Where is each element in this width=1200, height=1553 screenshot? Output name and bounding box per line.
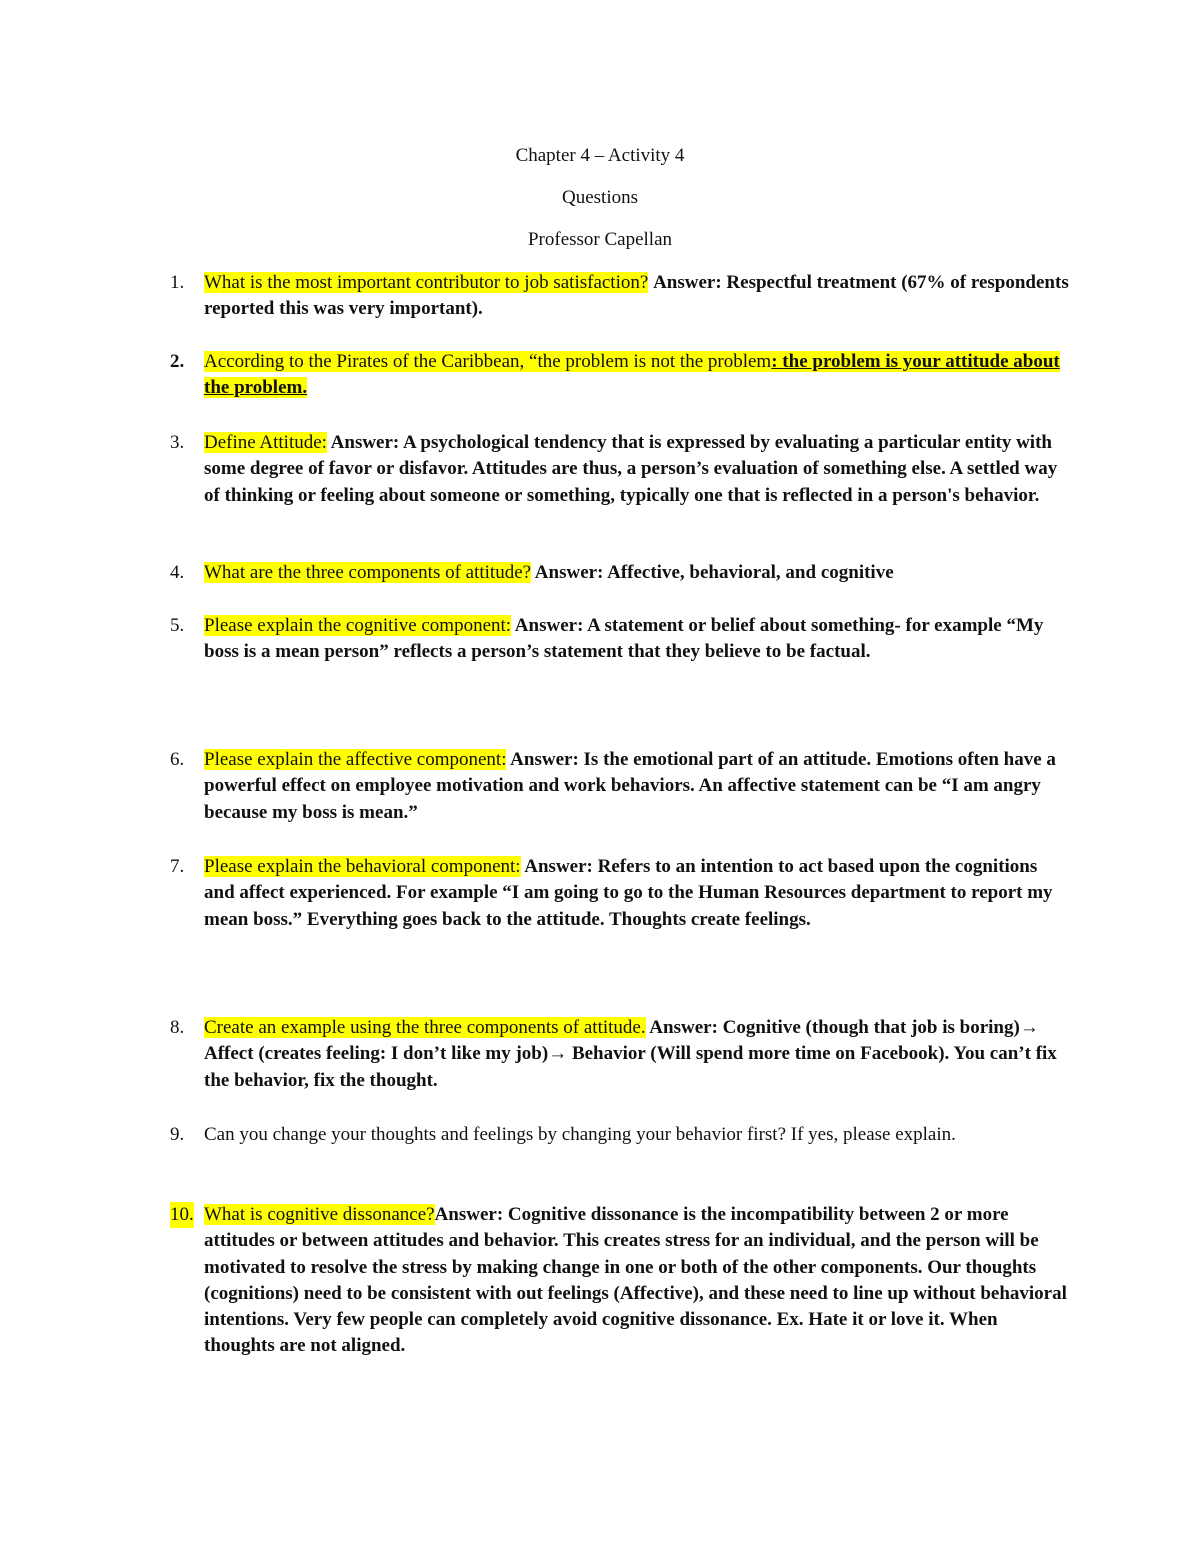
item-number: 3.: [170, 432, 185, 453]
question-text: Please explain the cognitive component:: [204, 615, 512, 636]
item-number: 9.: [170, 1124, 185, 1145]
question-text: What is the most important contributor to job satisfaction?: [204, 272, 649, 293]
item-number: 10.: [170, 1202, 194, 1228]
question-text: Define Attitude:: [204, 432, 327, 453]
question-text: Create an example using the three components of attitude.: [204, 1017, 646, 1038]
arrow-right-icon: →: [548, 1043, 568, 1065]
question-item-10: [170, 1202, 1070, 1360]
item-number: 1.: [170, 272, 185, 293]
document-title: Chapter 4 – Activity 4: [515, 145, 685, 166]
question-item-4: [170, 560, 1070, 586]
answer-text: Answer: Refers to an intention to act based upon the cognitions and affect experienced. For example “I am going to go to the Human Resources department to report my mean boss.” Everything goes back to the attitude. Thoughts create feelings.: [204, 856, 1053, 930]
item-number: 4.: [170, 562, 185, 583]
arrow-right-icon: →: [1019, 1017, 1039, 1038]
question-text: Please explain the behavioral component:: [204, 856, 521, 877]
question-text: What are the three components of attitude?: [204, 562, 532, 583]
answer-text-cognitive: Answer: Cognitive (though that job is boring): [645, 1017, 1020, 1038]
question-item-6: [170, 747, 1070, 826]
question-text: Can you change your thoughts and feelings by changing your behavior first? If yes, please explain.: [204, 1124, 956, 1145]
question-item-7: [170, 854, 1070, 933]
answer-text-affect: Affect (creates feeling: I don’t like my job): [204, 1043, 549, 1065]
answer-text: Answer: Cognitive dissonance is the incompatibility between 2 or more attitudes or between attitudes and behavior. This creates stress for an individual, and the person will be motivated to resolve the stress by making change in one or both of the other components. Our thoughts (cognitions) need to be consistent with out feelings (Affective), and these need to line up without behavioral intentions. Very few people can completely avoid cognitive dissonance. Ex. Hate it or love it. When thoughts are not aligned.: [204, 1204, 1067, 1357]
question-text: According to the Pirates of the Caribbean, “the problem is not the problem: [204, 351, 772, 372]
answer-text: : the problem is your attitude about the problem.: [204, 351, 1060, 399]
answer-text: Answer: Affective, behavioral, and cognitive: [531, 562, 894, 583]
answer-text: Answer: A psychological tendency that is expressed by evaluating a particular entity with some degree of favor or disfavor. Attitudes are thus, a person’s evaluation of something else. A settled way of thinking or feeling about someone or something, typically one that is reflected in a person's behavior.: [204, 432, 1058, 506]
item-number: 7.: [170, 856, 185, 877]
item-number: 6.: [170, 749, 185, 770]
question-item-1: [170, 270, 1070, 323]
answer-text: Answer: Is the emotional part of an attitude. Emotions often have a powerful effect on employee motivation and work behaviors. An affective statement can be “I am angry because my boss is mean.”: [204, 749, 1056, 823]
item-number: 8.: [170, 1017, 185, 1038]
question-item-8: [170, 1015, 1070, 1094]
answer-text: Answer: A statement or belief about something- for example “My boss is a mean person” reflects a person’s statement that they believe to be factual.: [204, 615, 1044, 663]
question-text: Please explain the affective component:: [204, 749, 507, 770]
question-text: What is cognitive dissonance?: [204, 1204, 435, 1225]
question-item-9: [170, 1122, 1070, 1148]
answer-text-behavior: Behavior (Will spend more time on Facebook). You can’t fix the behavior, fix the thought.: [204, 1043, 1057, 1091]
answer-text: Answer: Respectful treatment (67% of respondents reported this was very important).: [204, 272, 1069, 320]
item-number: 5.: [170, 615, 185, 636]
item-number: 2.: [170, 351, 185, 372]
question-item-5: [170, 613, 1070, 666]
document-author: Professor Capellan: [527, 229, 673, 250]
question-item-3: [170, 430, 1070, 509]
question-item-2: [170, 349, 1070, 402]
document-subtitle: Questions: [562, 187, 638, 208]
